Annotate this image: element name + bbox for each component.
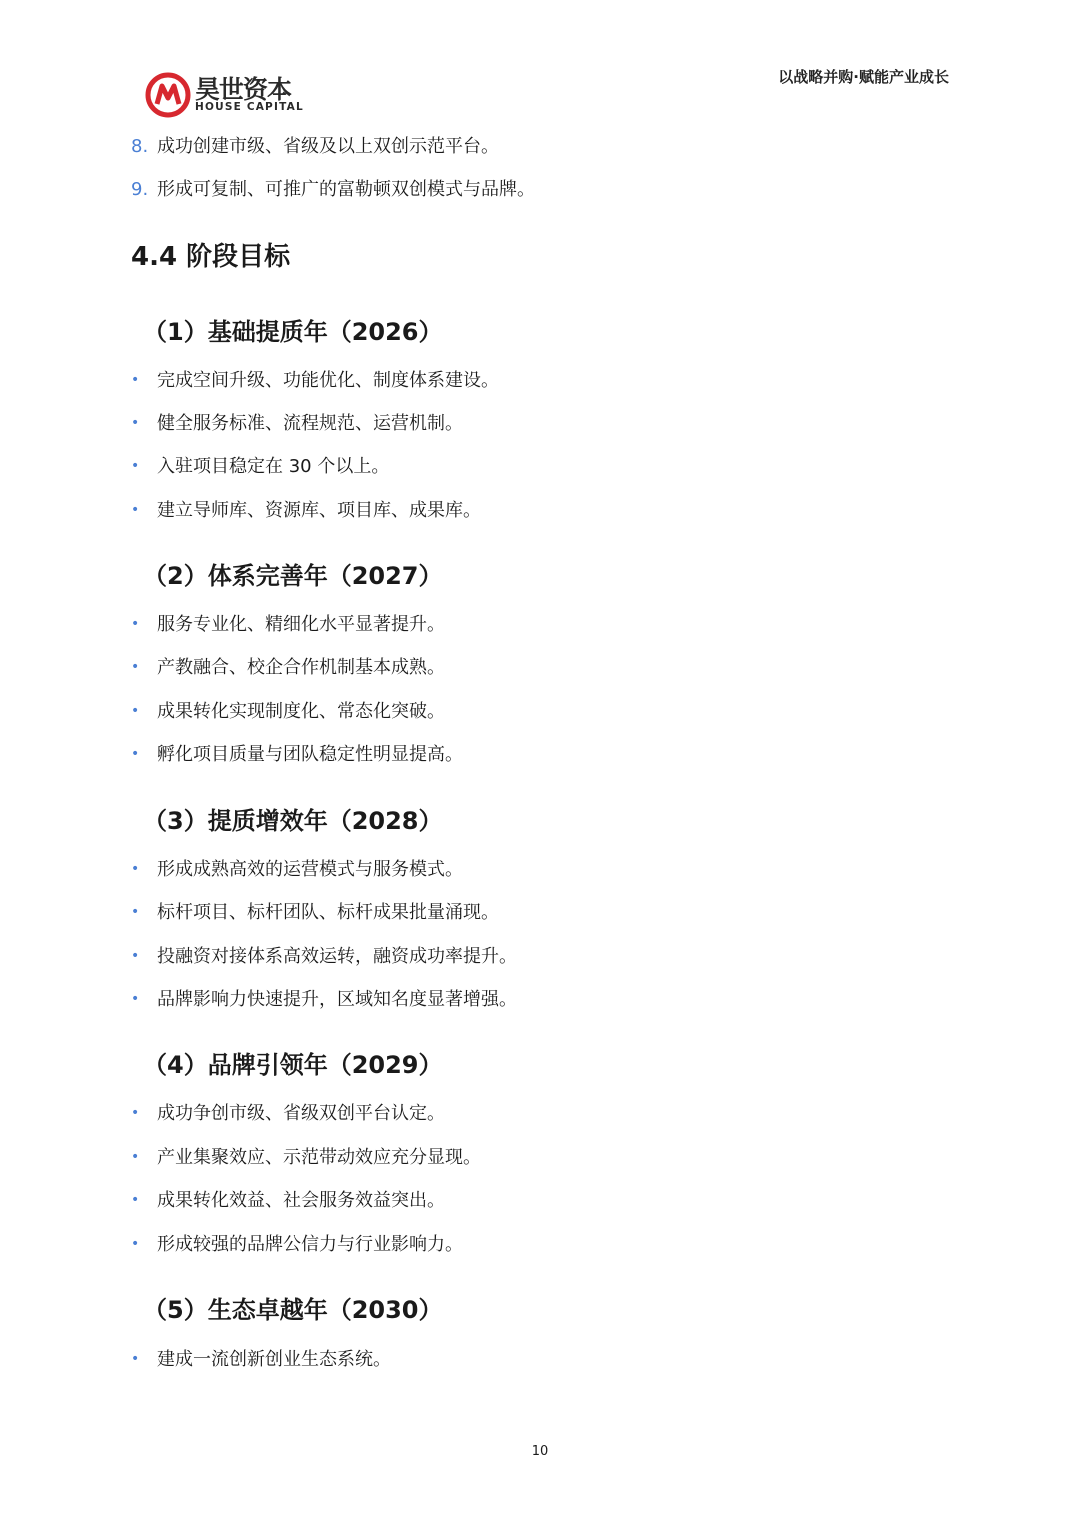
company-logo — [145, 70, 315, 120]
bullet-text: 标杆项目、标杆团队、标杆成果批量涌现。 — [157, 902, 499, 923]
bullet-text: 成功争创市级、省级双创平台认定。 — [157, 1103, 445, 1124]
bullet-text: 建立导师库、资源库、项目库、成果库。 — [157, 500, 481, 521]
bullet-item — [131, 697, 445, 723]
bullet-text: 孵化项目质量与团队稳定性明显提高。 — [157, 744, 463, 765]
bullet-icon: • — [131, 861, 140, 877]
bullet-text: 形成成熟高效的运营模式与服务模式。 — [157, 859, 463, 880]
bullet-item — [131, 496, 481, 522]
item-text: 成功创建市级、省级及以上双创示范平台。 — [157, 136, 499, 157]
bullet-icon: • — [131, 372, 140, 388]
header-tagline: 以战略并购·赋能产业成长 — [778, 68, 949, 86]
bullet-icon: • — [131, 948, 140, 964]
bullet-item — [131, 409, 463, 435]
bullet-icon: • — [131, 1236, 140, 1252]
bullet-item — [131, 452, 389, 478]
phase-title: （5）生态卓越年（2030） — [143, 1296, 443, 1324]
bullet-item — [131, 1143, 481, 1169]
bullet-text: 成果转化实现制度化、常态化突破。 — [157, 701, 445, 722]
bullet-icon: • — [131, 703, 140, 719]
bullet-icon: • — [131, 415, 140, 431]
phase-title: （2）体系完善年（2027） — [143, 562, 443, 590]
bullet-text: 品牌影响力快速提升，区域知名度显著增强。 — [157, 989, 517, 1010]
bullet-item — [131, 942, 517, 968]
bullet-item — [131, 985, 517, 1011]
bullet-item — [131, 855, 463, 881]
bullet-text: 产业集聚效应、示范带动效应充分显现。 — [157, 1147, 481, 1168]
bullet-icon: • — [131, 659, 140, 675]
numbered-item — [131, 132, 499, 158]
phase-title: （1）基础提质年（2026） — [143, 318, 443, 346]
bullet-item — [131, 1230, 463, 1256]
logo-chinese-name: 昊世资本 — [195, 75, 292, 104]
phase-title: （4）品牌引领年（2029） — [143, 1051, 443, 1079]
section-title: 4.4 阶段目标 — [131, 242, 291, 272]
bullet-icon: • — [131, 991, 140, 1007]
logo-mark-icon — [145, 72, 191, 118]
bullet-icon: • — [131, 502, 140, 518]
bullet-text: 产教融合、校企合作机制基本成熟。 — [157, 657, 445, 678]
bullet-text: 服务专业化、精细化水平显著提升。 — [157, 614, 445, 635]
page-number: 10 — [531, 1444, 549, 1459]
bullet-text: 完成空间升级、功能优化、制度体系建设。 — [157, 370, 499, 391]
bullet-icon: • — [131, 1192, 140, 1208]
bullet-item — [131, 898, 499, 924]
bullet-item — [131, 1186, 445, 1212]
item-number: 8. — [131, 136, 149, 157]
bullet-item — [131, 610, 445, 636]
bullet-item — [131, 653, 445, 679]
bullet-text: 入驻项目稳定在 30 个以上。 — [157, 456, 390, 477]
item-text: 形成可复制、可推广的富勒顿双创模式与品牌。 — [157, 179, 535, 200]
bullet-icon: • — [131, 1351, 140, 1367]
logo-english-name: HOUSE CAPITAL — [195, 101, 304, 113]
bullet-item — [131, 1099, 445, 1125]
bullet-text: 健全服务标准、流程规范、运营机制。 — [157, 413, 463, 434]
bullet-item — [131, 1345, 391, 1371]
bullet-icon: • — [131, 1149, 140, 1165]
bullet-item — [131, 740, 463, 766]
numbered-item — [131, 175, 535, 201]
bullet-icon: • — [131, 746, 140, 762]
bullet-icon: • — [131, 458, 140, 474]
bullet-text: 形成较强的品牌公信力与行业影响力。 — [157, 1234, 463, 1255]
bullet-icon: • — [131, 616, 140, 632]
phase-title: （3）提质增效年（2028） — [143, 807, 443, 835]
bullet-icon: • — [131, 904, 140, 920]
item-number: 9. — [131, 179, 149, 200]
bullet-item — [131, 366, 499, 392]
bullet-text: 投融资对接体系高效运转，融资成功率提升。 — [157, 946, 517, 967]
bullet-text: 建成一流创新创业生态系统。 — [157, 1349, 391, 1370]
bullet-text: 成果转化效益、社会服务效益突出。 — [157, 1190, 445, 1211]
bullet-icon: • — [131, 1105, 140, 1121]
